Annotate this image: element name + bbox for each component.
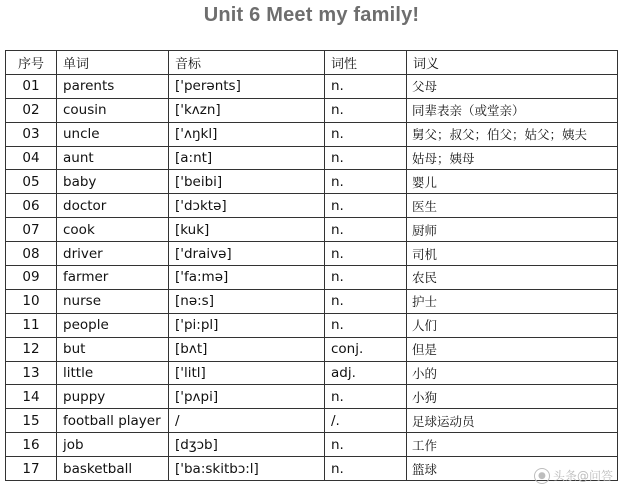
header-phonetic: 音标 bbox=[169, 51, 325, 75]
cell-number: 09 bbox=[6, 266, 57, 290]
table-row bbox=[6, 337, 618, 361]
cell-part-of-speech: n. bbox=[325, 146, 407, 170]
page-title: Unit 6 Meet my family! bbox=[203, 4, 420, 26]
cell-part-of-speech: n. bbox=[325, 218, 407, 242]
cell-number: 03 bbox=[6, 122, 57, 146]
table-row bbox=[6, 194, 618, 218]
cell-phonetic: ['ʌŋkl] bbox=[169, 122, 325, 146]
table-row bbox=[6, 385, 618, 409]
cell-number: 04 bbox=[6, 146, 57, 170]
cell-part-of-speech: adj. bbox=[325, 361, 407, 385]
cell-meaning: 小的 bbox=[407, 361, 618, 385]
cell-number: 15 bbox=[6, 409, 57, 433]
cell-meaning: 工作 bbox=[407, 433, 618, 457]
cell-meaning: 舅父；叔父；伯父；姑父；姨夫 bbox=[407, 122, 618, 146]
cell-part-of-speech: n. bbox=[325, 433, 407, 457]
cell-meaning: 人们 bbox=[407, 313, 618, 337]
cell-meaning: 小狗 bbox=[407, 385, 618, 409]
cell-phonetic: ['kʌzn] bbox=[169, 98, 325, 122]
table-row bbox=[6, 170, 618, 194]
cell-number: 08 bbox=[6, 242, 57, 266]
cell-number: 02 bbox=[6, 98, 57, 122]
cell-word: driver bbox=[57, 242, 169, 266]
cell-word: job bbox=[57, 433, 169, 457]
cell-number: 14 bbox=[6, 385, 57, 409]
cell-number: 05 bbox=[6, 170, 57, 194]
table-row bbox=[6, 146, 618, 170]
table-row bbox=[6, 409, 618, 433]
cell-meaning: 但是 bbox=[407, 337, 618, 361]
watermark bbox=[534, 467, 613, 484]
cell-meaning: 厨师 bbox=[407, 218, 618, 242]
table-row bbox=[6, 74, 618, 98]
table-row bbox=[6, 122, 618, 146]
cell-meaning: 篮球 bbox=[407, 457, 618, 481]
cell-phonetic: [dʒɔb] bbox=[169, 433, 325, 457]
cell-part-of-speech: n. bbox=[325, 170, 407, 194]
table-header-row bbox=[6, 51, 618, 75]
cell-word: baby bbox=[57, 170, 169, 194]
cell-part-of-speech: /. bbox=[325, 409, 407, 433]
watermark-text: 头条@问答 bbox=[552, 469, 613, 483]
cell-phonetic: [kuk] bbox=[169, 218, 325, 242]
table-row bbox=[6, 98, 618, 122]
cell-word: cousin bbox=[57, 98, 169, 122]
cell-phonetic: ['pi:pl] bbox=[169, 313, 325, 337]
table-row bbox=[6, 313, 618, 337]
cell-part-of-speech: n. bbox=[325, 289, 407, 313]
toutiao-logo-icon: ● bbox=[534, 468, 550, 484]
table-row bbox=[6, 218, 618, 242]
cell-phonetic: / bbox=[169, 409, 325, 433]
cell-phonetic: ['dɔktə] bbox=[169, 194, 325, 218]
table-row bbox=[6, 266, 618, 290]
cell-meaning: 农民 bbox=[407, 266, 618, 290]
cell-meaning: 同辈表亲（或堂亲） bbox=[407, 98, 618, 122]
cell-part-of-speech: n. bbox=[325, 98, 407, 122]
cell-word: cook bbox=[57, 218, 169, 242]
table-row bbox=[6, 433, 618, 457]
cell-word: but bbox=[57, 337, 169, 361]
cell-part-of-speech: n. bbox=[325, 242, 407, 266]
cell-part-of-speech: n. bbox=[325, 457, 407, 481]
cell-number: 01 bbox=[6, 74, 57, 98]
cell-word: little bbox=[57, 361, 169, 385]
cell-part-of-speech: n. bbox=[325, 385, 407, 409]
cell-part-of-speech: n. bbox=[325, 122, 407, 146]
table-row bbox=[6, 361, 618, 385]
cell-part-of-speech: n. bbox=[325, 266, 407, 290]
cell-word: football player bbox=[57, 409, 169, 433]
vocabulary-table bbox=[5, 50, 618, 481]
cell-phonetic: ['draivə] bbox=[169, 242, 325, 266]
cell-phonetic: [a:nt] bbox=[169, 146, 325, 170]
cell-word: basketball bbox=[57, 457, 169, 481]
cell-phonetic: ['litl] bbox=[169, 361, 325, 385]
cell-number: 17 bbox=[6, 457, 57, 481]
cell-number: 06 bbox=[6, 194, 57, 218]
cell-number: 16 bbox=[6, 433, 57, 457]
cell-meaning: 姑母；姨母 bbox=[407, 146, 618, 170]
cell-phonetic: ['fa:mə] bbox=[169, 266, 325, 290]
cell-phonetic: [bʌt] bbox=[169, 337, 325, 361]
cell-number: 12 bbox=[6, 337, 57, 361]
cell-word: farmer bbox=[57, 266, 169, 290]
cell-meaning: 父母 bbox=[407, 74, 618, 98]
cell-meaning: 婴儿 bbox=[407, 170, 618, 194]
table-row bbox=[6, 289, 618, 313]
cell-word: parents bbox=[57, 74, 169, 98]
cell-part-of-speech: n. bbox=[325, 74, 407, 98]
cell-phonetic: [nə:s] bbox=[169, 289, 325, 313]
cell-meaning: 护士 bbox=[407, 289, 618, 313]
cell-number: 10 bbox=[6, 289, 57, 313]
cell-word: nurse bbox=[57, 289, 169, 313]
cell-phonetic: ['beibi] bbox=[169, 170, 325, 194]
cell-part-of-speech: n. bbox=[325, 194, 407, 218]
header-number: 序号 bbox=[6, 51, 57, 75]
cell-word: people bbox=[57, 313, 169, 337]
cell-number: 13 bbox=[6, 361, 57, 385]
cell-word: uncle bbox=[57, 122, 169, 146]
table-row bbox=[6, 457, 618, 481]
cell-phonetic: ['perənts] bbox=[169, 74, 325, 98]
cell-meaning: 司机 bbox=[407, 242, 618, 266]
cell-meaning: 医生 bbox=[407, 194, 618, 218]
cell-part-of-speech: n. bbox=[325, 313, 407, 337]
cell-phonetic: ['pʌpi] bbox=[169, 385, 325, 409]
cell-word: puppy bbox=[57, 385, 169, 409]
cell-word: aunt bbox=[57, 146, 169, 170]
cell-part-of-speech: conj. bbox=[325, 337, 407, 361]
cell-meaning: 足球运动员 bbox=[407, 409, 618, 433]
cell-number: 11 bbox=[6, 313, 57, 337]
table-row bbox=[6, 242, 618, 266]
header-meaning: 词义 bbox=[407, 51, 618, 75]
cell-phonetic: ['ba:skitbɔ:l] bbox=[169, 457, 325, 481]
header-part-of-speech: 词性 bbox=[325, 51, 407, 75]
header-word: 单词 bbox=[57, 51, 169, 75]
cell-word: doctor bbox=[57, 194, 169, 218]
cell-number: 07 bbox=[6, 218, 57, 242]
